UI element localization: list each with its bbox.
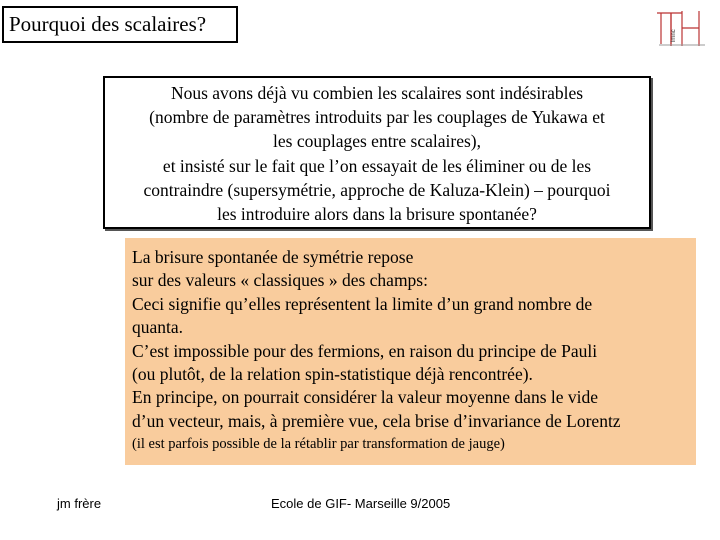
logo-text: lmnc — [671, 29, 677, 42]
intro-line: Nous avons déjà vu combien les scalaires sont indésirables — [170, 83, 584, 103]
footer-event: Ecole de GIF- Marseille 9/2005 — [271, 496, 451, 511]
intro-line: les couplages entre scalaires), — [273, 131, 481, 152]
intro-line: les introduire alors dans la brisure spontanée? — [217, 204, 537, 225]
explanation-footnote: (il est parfois possible de la rétablir par transformation de jauge) — [132, 436, 505, 453]
explanation-line: quanta. — [132, 317, 184, 338]
explanation-box — [125, 238, 696, 465]
explanation-line: d’un vecteur, mais, à première vue, cela brise d’invariance de Lorentz — [132, 410, 621, 431]
explanation-line: Ceci signifie qu’elles représentent la limite d’un grand nombre de — [132, 293, 593, 314]
explanation-line: sur des valeurs « classiques » des champs: — [132, 270, 428, 291]
intro-line: (nombre de paramètres introduits par les couplages de Yukawa et — [149, 107, 605, 128]
explanation-line: C’est impossible pour des fermions, en raison du principe de Pauli — [132, 340, 598, 361]
intro-line: et insisté sur le fait que l’on essayait de les éliminer ou de les — [162, 155, 592, 176]
lab-logo-icon — [655, 8, 711, 48]
explanation-line: La brisure spontanée de symétrie repose — [132, 247, 414, 267]
intro-line: contraindre (supersymétrie, approche de Kaluza-Klein) – pourquoi — [143, 179, 611, 200]
explanation-line: (ou plutôt, de la relation spin-statistique déjà rencontrée). — [132, 364, 533, 385]
footer-author: jm frère — [57, 496, 102, 511]
explanation-line: En principe, on pourrait considérer la valeur moyenne dans le vide — [132, 387, 599, 408]
intro-text-box — [103, 76, 651, 229]
slide-title: Pourquoi des scalaires? — [2, 6, 238, 43]
